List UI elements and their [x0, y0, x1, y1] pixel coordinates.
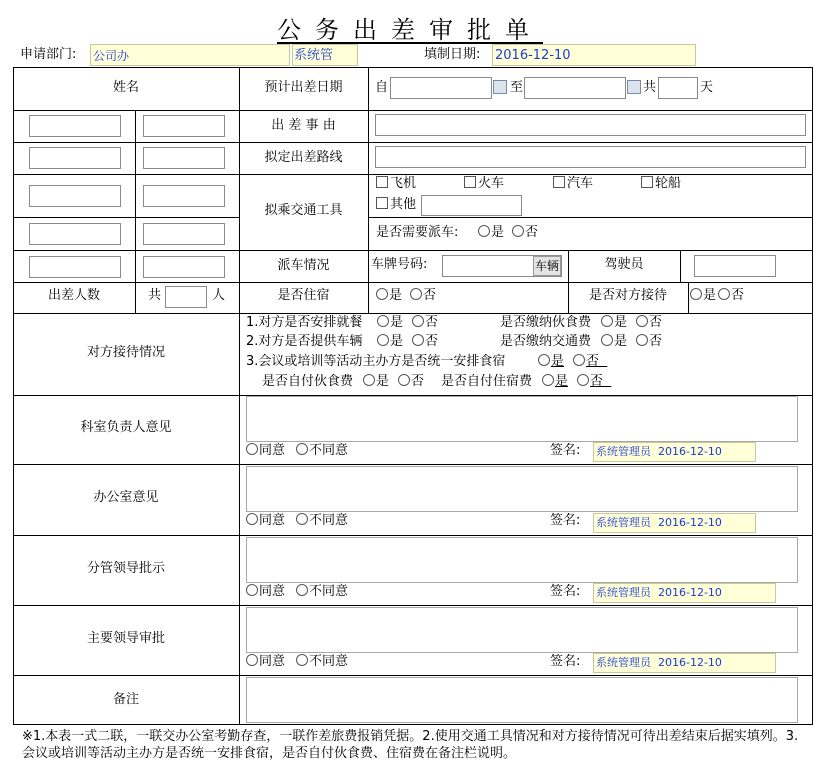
dept-field[interactable]: 公司办 [90, 44, 290, 66]
hosting-q2: 2.对方是否提供车辆 [246, 334, 363, 349]
agree-radio[interactable]: 同意 [246, 443, 285, 459]
traveler-name-input[interactable] [143, 256, 225, 278]
approval-deputy-label: 分管领导批示 [86, 561, 165, 576]
dept-label: 申请部门: [20, 47, 77, 62]
people-unit-label: 人 [212, 288, 226, 303]
signature-field[interactable]: 系统管理员 2016-12-10 [593, 513, 756, 533]
transport-option-ship[interactable]: 轮船 [641, 176, 681, 192]
hosting-q4b: 是否自付住宿费 [441, 374, 533, 389]
traveler-name-input[interactable] [29, 115, 121, 137]
trip-reason-input[interactable] [375, 114, 806, 136]
traveler-name-input[interactable] [143, 147, 225, 169]
form-title: 公务出差审批单 [277, 16, 543, 44]
traveler-name-input[interactable] [143, 115, 225, 137]
lodging-label: 是否住宿 [277, 288, 330, 303]
need-car-no-radio[interactable]: 否 [512, 225, 538, 241]
board-arranged-yes-radio[interactable]: 是 [538, 354, 564, 370]
plate-label: 车牌号码: [371, 257, 428, 272]
approval-office-comment[interactable] [246, 466, 798, 512]
from-label: 自 [375, 80, 389, 95]
agree-radio[interactable]: 同意 [246, 513, 285, 529]
transport-fee-yes-radio[interactable]: 是 [601, 334, 627, 350]
hosted-label: 是否对方接待 [588, 288, 667, 303]
self-meal-no-radio[interactable]: 否 [398, 374, 424, 390]
hosting-q2b: 是否缴纳交通费 [500, 334, 592, 349]
dispatch-label: 派车情况 [277, 258, 330, 273]
meal-fee-no-radio[interactable]: 否 [636, 315, 662, 331]
hosted-yes-radio[interactable]: 是 [690, 288, 716, 304]
approval-deputy-comment[interactable] [246, 537, 798, 583]
meal-no-radio[interactable]: 否 [412, 315, 438, 331]
transport-other-input[interactable] [421, 195, 522, 216]
hosting-q1: 1.对方是否安排就餐 [246, 315, 363, 330]
transport-option-bus[interactable]: 汽车 [553, 176, 593, 192]
meal-yes-radio[interactable]: 是 [377, 315, 403, 331]
total-label: 共 [643, 80, 657, 95]
to-label: 至 [510, 80, 524, 95]
route-input[interactable] [375, 146, 806, 168]
calendar-icon[interactable] [627, 80, 641, 97]
transport-option-other[interactable]: 其他 [376, 197, 416, 213]
disagree-radio[interactable]: 不同意 [296, 513, 348, 529]
date-label: 填制日期: [424, 47, 481, 62]
hosting-q4: 是否自付伙食费 [262, 374, 354, 389]
driver-label: 驾驶员 [604, 257, 644, 272]
transport-option-train[interactable]: 火车 [464, 176, 504, 192]
lodging-no-radio[interactable]: 否 [410, 288, 436, 304]
signature-field[interactable]: 系统管理员 2016-12-10 [593, 583, 776, 603]
footnote: ※1.本表一式二联，一联交办公室考勤存查，一联作差旅费报销凭据。2.使用交通工具情况和对方接待情况可待出差结束后据实填列。3.会议或培训等活动主办方是否统一安排食宿，是否自付伙食费、住宿费在备注栏说明。 [22, 729, 799, 761]
board-arranged-no-radio[interactable]: 否 [573, 354, 607, 370]
agree-radio[interactable]: 同意 [246, 654, 285, 670]
hosting-q1b: 是否缴纳伙食费 [500, 315, 592, 330]
self-meal-yes-radio[interactable]: 是 [363, 374, 389, 390]
people-count-label: 出差人数 [47, 288, 100, 303]
name-header: 姓名 [112, 80, 139, 95]
vehicle-provided-yes-radio[interactable]: 是 [377, 334, 403, 350]
disagree-radio[interactable]: 不同意 [296, 443, 348, 459]
approval-director-label: 主要领导审批 [86, 631, 165, 646]
driver-input[interactable] [694, 255, 776, 277]
agree-radio[interactable]: 同意 [246, 584, 285, 600]
signature-field[interactable]: 系统管理员 2016-12-10 [593, 653, 776, 673]
self-lodging-yes-radio[interactable]: 是 [542, 374, 568, 390]
trip-date-label: 预计出差日期 [264, 80, 343, 95]
people-total-label: 共 [148, 288, 162, 303]
traveler-name-input[interactable] [143, 185, 225, 207]
traveler-name-input[interactable] [29, 256, 121, 278]
approval-dept-head-comment[interactable] [246, 396, 798, 442]
route-label: 拟定出差路线 [264, 150, 343, 165]
disagree-radio[interactable]: 不同意 [296, 584, 348, 600]
self-lodging-no-radio[interactable]: 否 [577, 374, 611, 390]
hosting-label: 对方接待情况 [86, 345, 165, 360]
need-car-label: 是否需要派车: [376, 225, 459, 240]
vehicle-provided-no-radio[interactable]: 否 [412, 334, 438, 350]
hosting-q3: 3.会议或培训等活动主办方是否统一安排食宿 [246, 354, 506, 369]
sign-label: 签名: [550, 443, 581, 458]
traveler-name-input[interactable] [143, 223, 225, 245]
vehicle-button[interactable]: 车辆 [533, 256, 561, 276]
meal-fee-yes-radio[interactable]: 是 [601, 315, 627, 331]
sign-label: 签名: [550, 584, 581, 599]
days-input[interactable] [658, 77, 698, 99]
sign-label: 签名: [550, 654, 581, 669]
need-car-yes-radio[interactable]: 是 [478, 225, 504, 241]
applicant-field[interactable]: 系统管 [292, 44, 358, 66]
end-date-input[interactable] [524, 77, 626, 99]
traveler-name-input[interactable] [29, 147, 121, 169]
transport-label: 拟乘交通工具 [264, 203, 343, 218]
traveler-name-input[interactable] [29, 185, 121, 207]
calendar-icon[interactable] [493, 80, 507, 97]
fill-date-field[interactable]: 2016-12-10 [492, 44, 696, 66]
people-count-input[interactable] [165, 286, 207, 308]
days-label: 天 [700, 80, 714, 95]
transport-fee-no-radio[interactable]: 否 [636, 334, 662, 350]
start-date-input[interactable] [390, 77, 492, 99]
traveler-name-input[interactable] [29, 223, 121, 245]
approval-office-label: 办公室意见 [93, 490, 159, 505]
approval-dept-head-label: 科室负责人意见 [80, 420, 172, 435]
disagree-radio[interactable]: 不同意 [296, 654, 348, 670]
approval-director-comment[interactable] [246, 607, 798, 653]
transport-option-plane[interactable]: 飞机 [376, 176, 416, 192]
lodging-yes-radio[interactable]: 是 [376, 288, 402, 304]
remarks-input[interactable] [246, 677, 798, 723]
hosted-no-radio[interactable]: 否 [718, 288, 744, 304]
signature-field[interactable]: 系统管理员 2016-12-10 [593, 442, 756, 462]
sign-label: 签名: [550, 513, 581, 528]
trip-reason-label: 出 差 事 由 [271, 118, 336, 133]
remarks-label: 备注 [112, 692, 139, 707]
